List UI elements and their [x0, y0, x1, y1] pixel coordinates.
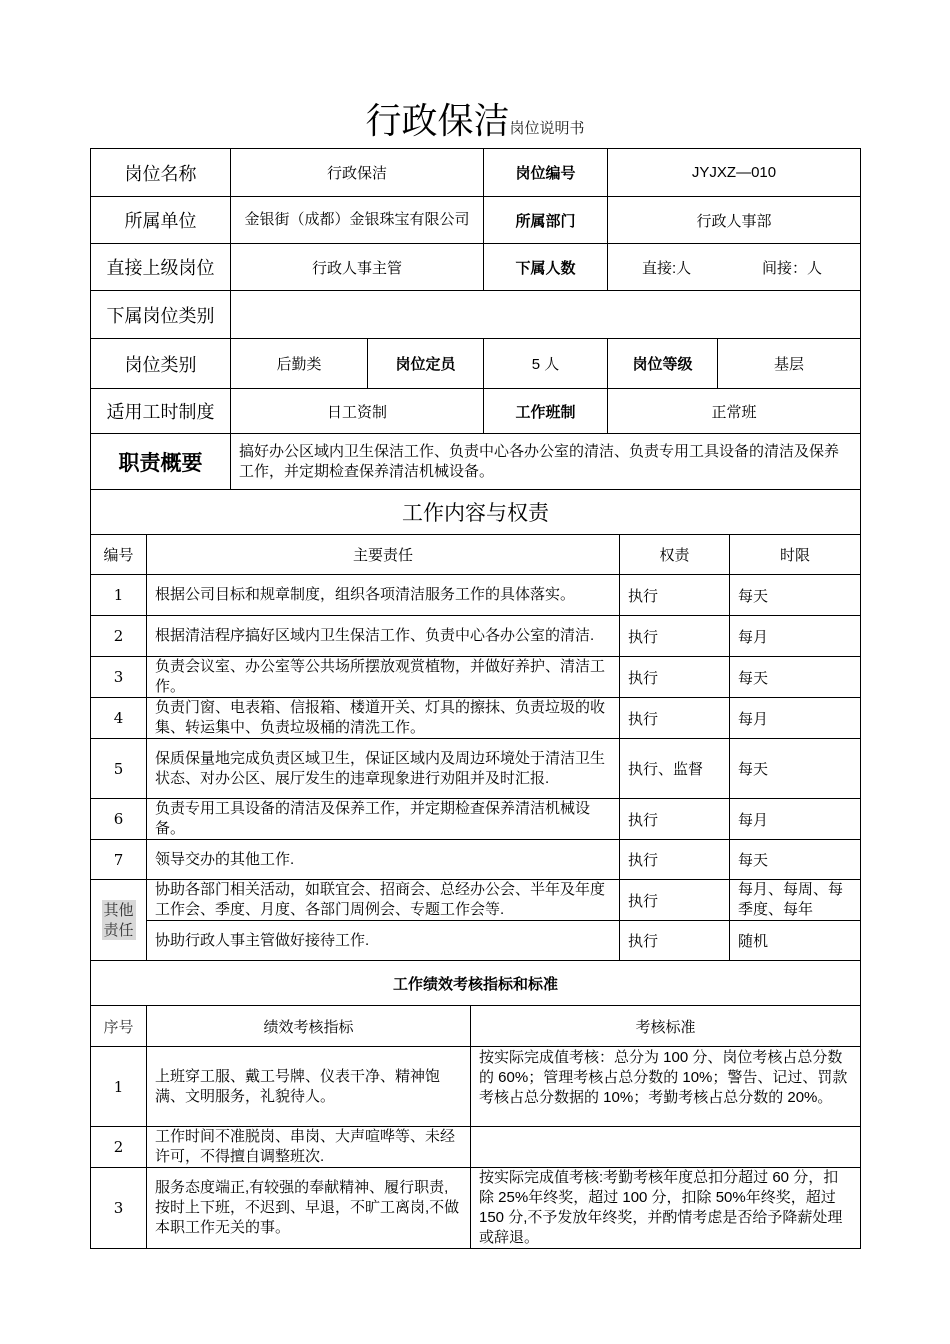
- table-row: [91, 739, 861, 799]
- subordinates-label: 下属人数: [484, 244, 608, 291]
- duties-col-no: 编号: [91, 535, 147, 575]
- table-row: [91, 799, 861, 840]
- duty-time: 每天: [730, 739, 861, 799]
- title-main: 行政保洁: [365, 101, 510, 142]
- duty-right: 执行: [620, 840, 730, 880]
- duties-col-main: 主要责任: [147, 535, 620, 575]
- kpi-section-title: 工作绩效考核指标和标准: [91, 961, 861, 1006]
- table-row: [91, 698, 861, 739]
- duty-no: 3: [91, 657, 147, 698]
- duty-right: 执行: [620, 616, 730, 657]
- table-row: [91, 616, 861, 657]
- title-sub: 岗位说明书: [509, 119, 585, 137]
- duty-right: 执行: [620, 921, 730, 961]
- duty-text: 协助行政人事主管做好接待工作.: [147, 921, 620, 961]
- grade-label: 岗位等级: [608, 339, 718, 389]
- unit-value: 金银街（成都）金银珠宝有限公司: [231, 197, 484, 244]
- kpi-indicator: 服务态度端正,有较强的奉献精神、履行职责,按时上下班，不迟到、早退，不旷工离岗,不做本职工作无关的事。: [147, 1168, 471, 1249]
- duty-time: 每月: [730, 698, 861, 739]
- headcount-label: 岗位定员: [368, 339, 484, 389]
- kpi-standard: [471, 1127, 861, 1168]
- grade-value: 基层: [718, 339, 861, 389]
- subordinates-value: [608, 244, 861, 291]
- shift-label: 工作班制: [484, 389, 608, 434]
- duty-right: 执行: [620, 880, 730, 921]
- duty-time: 每月: [730, 799, 861, 840]
- kpi-standard: 按实际完成值考核：总分为 100 分、岗位考核占总分数的 60%；管理考核占总分数的 10%；警告、记过、罚款考核占总分数据的 10%；考勤考核占总分数的 20%。: [471, 1047, 861, 1127]
- kpi-col-standard: 考核标准: [471, 1006, 861, 1047]
- duty-text: 根据清洁程序搞好区域内卫生保洁工作、负责中心各办公室的清洁.: [147, 616, 620, 657]
- table-row: [91, 880, 861, 921]
- sub-category-value: [231, 291, 861, 339]
- table-row: [91, 921, 861, 961]
- headcount-value: 5 人: [484, 339, 608, 389]
- kpi-col-indicator: 绩效考核指标: [147, 1006, 471, 1047]
- duty-right: 执行: [620, 799, 730, 840]
- direct-count: 直接:人: [642, 259, 692, 277]
- category-value: 后勤类: [231, 339, 368, 389]
- duty-text: 根据公司目标和规章制度，组织各项清洁服务工作的具体落实。: [147, 575, 620, 616]
- duty-text: 负责专用工具设备的清洁及保养工作，并定期检查保养清洁机械设备。: [147, 799, 620, 840]
- kpi-standard: 按实际完成值考核:考勤考核年度总扣分超过 60 分，扣除 25%年终奖，超过 100 分，扣除 50%年终奖，超过 150 分,不予发放年终奖，并酌情考虑是否给予降薪处理或辞退。: [471, 1168, 861, 1249]
- table-row: [91, 1047, 861, 1127]
- duty-right: 执行: [620, 575, 730, 616]
- duty-time: 每天: [730, 840, 861, 880]
- unit-label: 所属单位: [91, 197, 231, 244]
- duty-time: 随机: [730, 921, 861, 961]
- superior-value: 行政人事主管: [231, 244, 484, 291]
- table-row: [91, 575, 861, 616]
- job-info-table: [90, 148, 861, 490]
- superior-label: 直接上级岗位: [91, 244, 231, 291]
- duty-no: 5: [91, 739, 147, 799]
- hours-label: 适用工时制度: [91, 389, 231, 434]
- duty-no: 2: [91, 616, 147, 657]
- duty-right: 执行: [620, 657, 730, 698]
- table-row: [91, 1127, 861, 1168]
- kpi-indicator: 工作时间不准脱岗、串岗、大声喧哗等、未经许可，不得擅自调整班次.: [147, 1127, 471, 1168]
- duty-right: 执行: [620, 698, 730, 739]
- duty-no: 6: [91, 799, 147, 840]
- kpi-no: 2: [91, 1127, 147, 1168]
- table-row: [91, 657, 861, 698]
- duty-time: 每天: [730, 657, 861, 698]
- summary-label: 职责概要: [91, 434, 231, 490]
- dept-label: 所属部门: [484, 197, 608, 244]
- hours-value: 日工资制: [231, 389, 484, 434]
- kpi-no: 1: [91, 1047, 147, 1127]
- duties-section-title: 工作内容与权责: [91, 490, 861, 535]
- job-name-value: 行政保洁: [231, 149, 484, 197]
- duties-col-time: 时限: [730, 535, 861, 575]
- document-title: [0, 101, 950, 142]
- duty-text: 负责会议室、办公室等公共场所摆放观赏植物，并做好养护、清洁工作。: [147, 657, 620, 698]
- table-row: [91, 840, 861, 880]
- duty-right: 执行、监督: [620, 739, 730, 799]
- duties-col-right: 权责: [620, 535, 730, 575]
- category-label: 岗位类别: [91, 339, 231, 389]
- duty-time: 每月、每周、每季度、每年: [730, 880, 861, 921]
- indirect-count: 间接：人: [762, 259, 823, 277]
- job-code-label: 岗位编号: [484, 149, 608, 197]
- table-row: [91, 1168, 861, 1249]
- duty-text: 负责门窗、电表箱、信报箱、楼道开关、灯具的擦抹、负责垃圾的收集、转运集中、负责垃圾桶的清洗工作。: [147, 698, 620, 739]
- duty-no: 7: [91, 840, 147, 880]
- duty-text: 领导交办的其他工作.: [147, 840, 620, 880]
- job-code-value: JYJXZ—010: [608, 149, 861, 197]
- summary-value: 搞好办公区域内卫生保洁工作、负责中心各办公室的清洁、负责专用工具设备的清洁及保养工作，并定期检查保养清洁机械设备。: [231, 434, 861, 490]
- other-duties-label-cell: [91, 880, 147, 961]
- duty-time: 每月: [730, 616, 861, 657]
- duty-time: 每天: [730, 575, 861, 616]
- duty-text: 保质保量地完成负责区域卫生，保证区域内及周边环境处于清洁卫生状态、对办公区、展厅发生的违章现象进行劝阻并及时汇报.: [147, 739, 620, 799]
- duty-text: 协助各部门相关活动，如联宜会、招商会、总经办公会、半年及年度工作会、季度、月度、各部门周例会、专题工作会等.: [147, 880, 620, 921]
- job-name-label: 岗位名称: [91, 149, 231, 197]
- kpi-indicator: 上班穿工服、戴工号牌、仪表干净、精神饱满、文明服务，礼貌待人。: [147, 1047, 471, 1127]
- shift-value: 正常班: [608, 389, 861, 434]
- duty-no: 4: [91, 698, 147, 739]
- kpi-col-no: 序号: [91, 1006, 147, 1047]
- kpi-table: [90, 960, 861, 1249]
- other-duties-label: 其他责任: [103, 901, 134, 939]
- kpi-no: 3: [91, 1168, 147, 1249]
- duties-table: [90, 489, 861, 961]
- sub-category-label: 下属岗位类别: [91, 291, 231, 339]
- duty-no: 1: [91, 575, 147, 616]
- dept-value: 行政人事部: [608, 197, 861, 244]
